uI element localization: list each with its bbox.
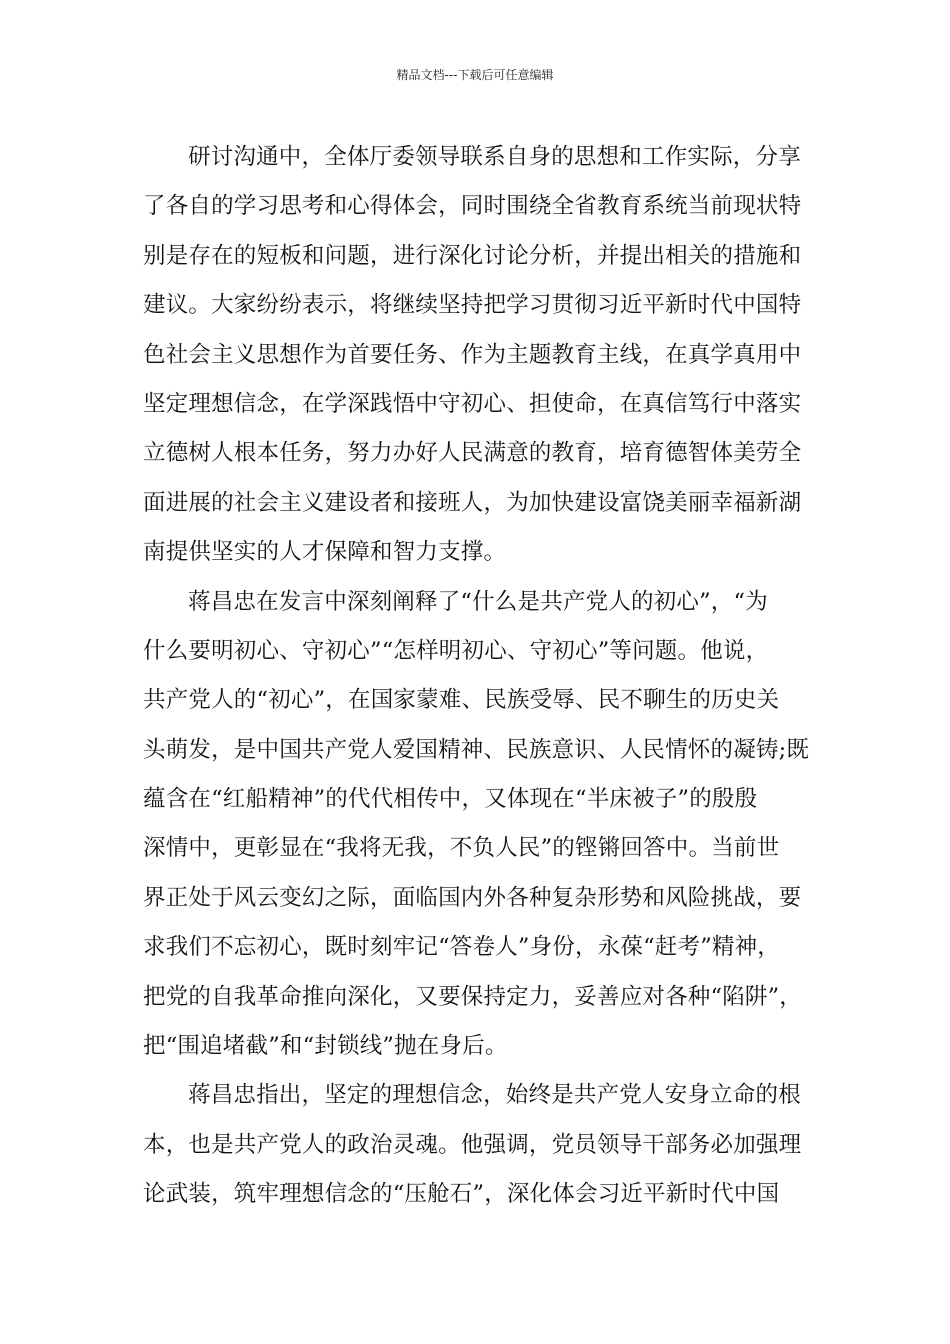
page-header: 精品文档---下载后可任意编辑 (396, 68, 554, 82)
text-line: 把“围追堵截”和“封锁线”抛在身后。 (143, 1033, 508, 1060)
text-line: 本，也是共产党人的政治灵魂。他强调，党员领导干部务必加强理 (143, 1131, 802, 1158)
text-line: 求我们不忘初心，既时刻牢记“答卷人”身份，永葆“赶考”精神， (143, 934, 781, 961)
text-line: 蒋昌忠指出，坚定的理想信念，始终是共产党人安身立命的根 (188, 1082, 801, 1109)
text-line: 把党的自我革命推向深化，又要保持定力，妥善应对各种“陷阱”， (143, 983, 803, 1010)
text-line: 别是存在的短板和问题，进行深化讨论分析，并提出相关的措施和 (143, 242, 802, 269)
text-line: 南提供坚实的人才保障和智力支撑。 (143, 539, 507, 566)
text-line: 头萌发，是中国共产党人爱国精神、民族意识、人民情怀的凝铸;既 (143, 736, 810, 763)
paragraph (143, 1071, 819, 1219)
text-line: 界正处于风云变幻之际，面临国内外各种复杂形势和风险挑战，要 (143, 884, 802, 911)
text-line: 蒋昌忠在发言中深刻阐释了“什么是共产党人的初心”，“为 (188, 588, 768, 615)
document-body (143, 133, 819, 1220)
paragraph (143, 578, 819, 1072)
text-line: 色社会主义思想作为首要任务、作为主题教育主线，在真学真用中 (143, 341, 802, 368)
text-line: 建议。大家纷纷表示，将继续坚持把学习贯彻习近平新时代中国特 (143, 292, 802, 319)
text-line: 什么要明初心、守初心”“怎样明初心、守初心”等问题。他说， (143, 637, 769, 664)
paragraph (143, 133, 819, 578)
text-line: 研讨沟通中，全体厅委领导联系自身的思想和工作实际，分享 (188, 144, 801, 170)
text-line: 论武装，筑牢理想信念的“压舱石”，深化体会习近平新时代中国 (143, 1181, 780, 1208)
text-line: 蕴含在“红船精神”的代代相传中，又体现在“半床被子”的殷殷 (143, 786, 758, 813)
text-line: 坚定理想信念，在学深践悟中守初心、担使命，在真信笃行中落实 (143, 390, 802, 417)
text-line: 立德树人根本任务，努力办好人民满意的教育，培育德智体美劳全 (143, 440, 802, 467)
text-line: 了各自的学习思考和心得体会，同时围绕全省教育系统当前现状特 (143, 193, 802, 220)
text-line: 深情中，更彰显在“我将无我，不负人民”的铿锵回答中。当前世 (143, 835, 780, 862)
text-line: 共产党人的“初心”，在国家蒙难、民族受辱、民不聊生的历史关 (143, 687, 780, 714)
text-line: 面进展的社会主义建设者和接班人，为加快建设富饶美丽幸福新湖 (143, 489, 802, 516)
